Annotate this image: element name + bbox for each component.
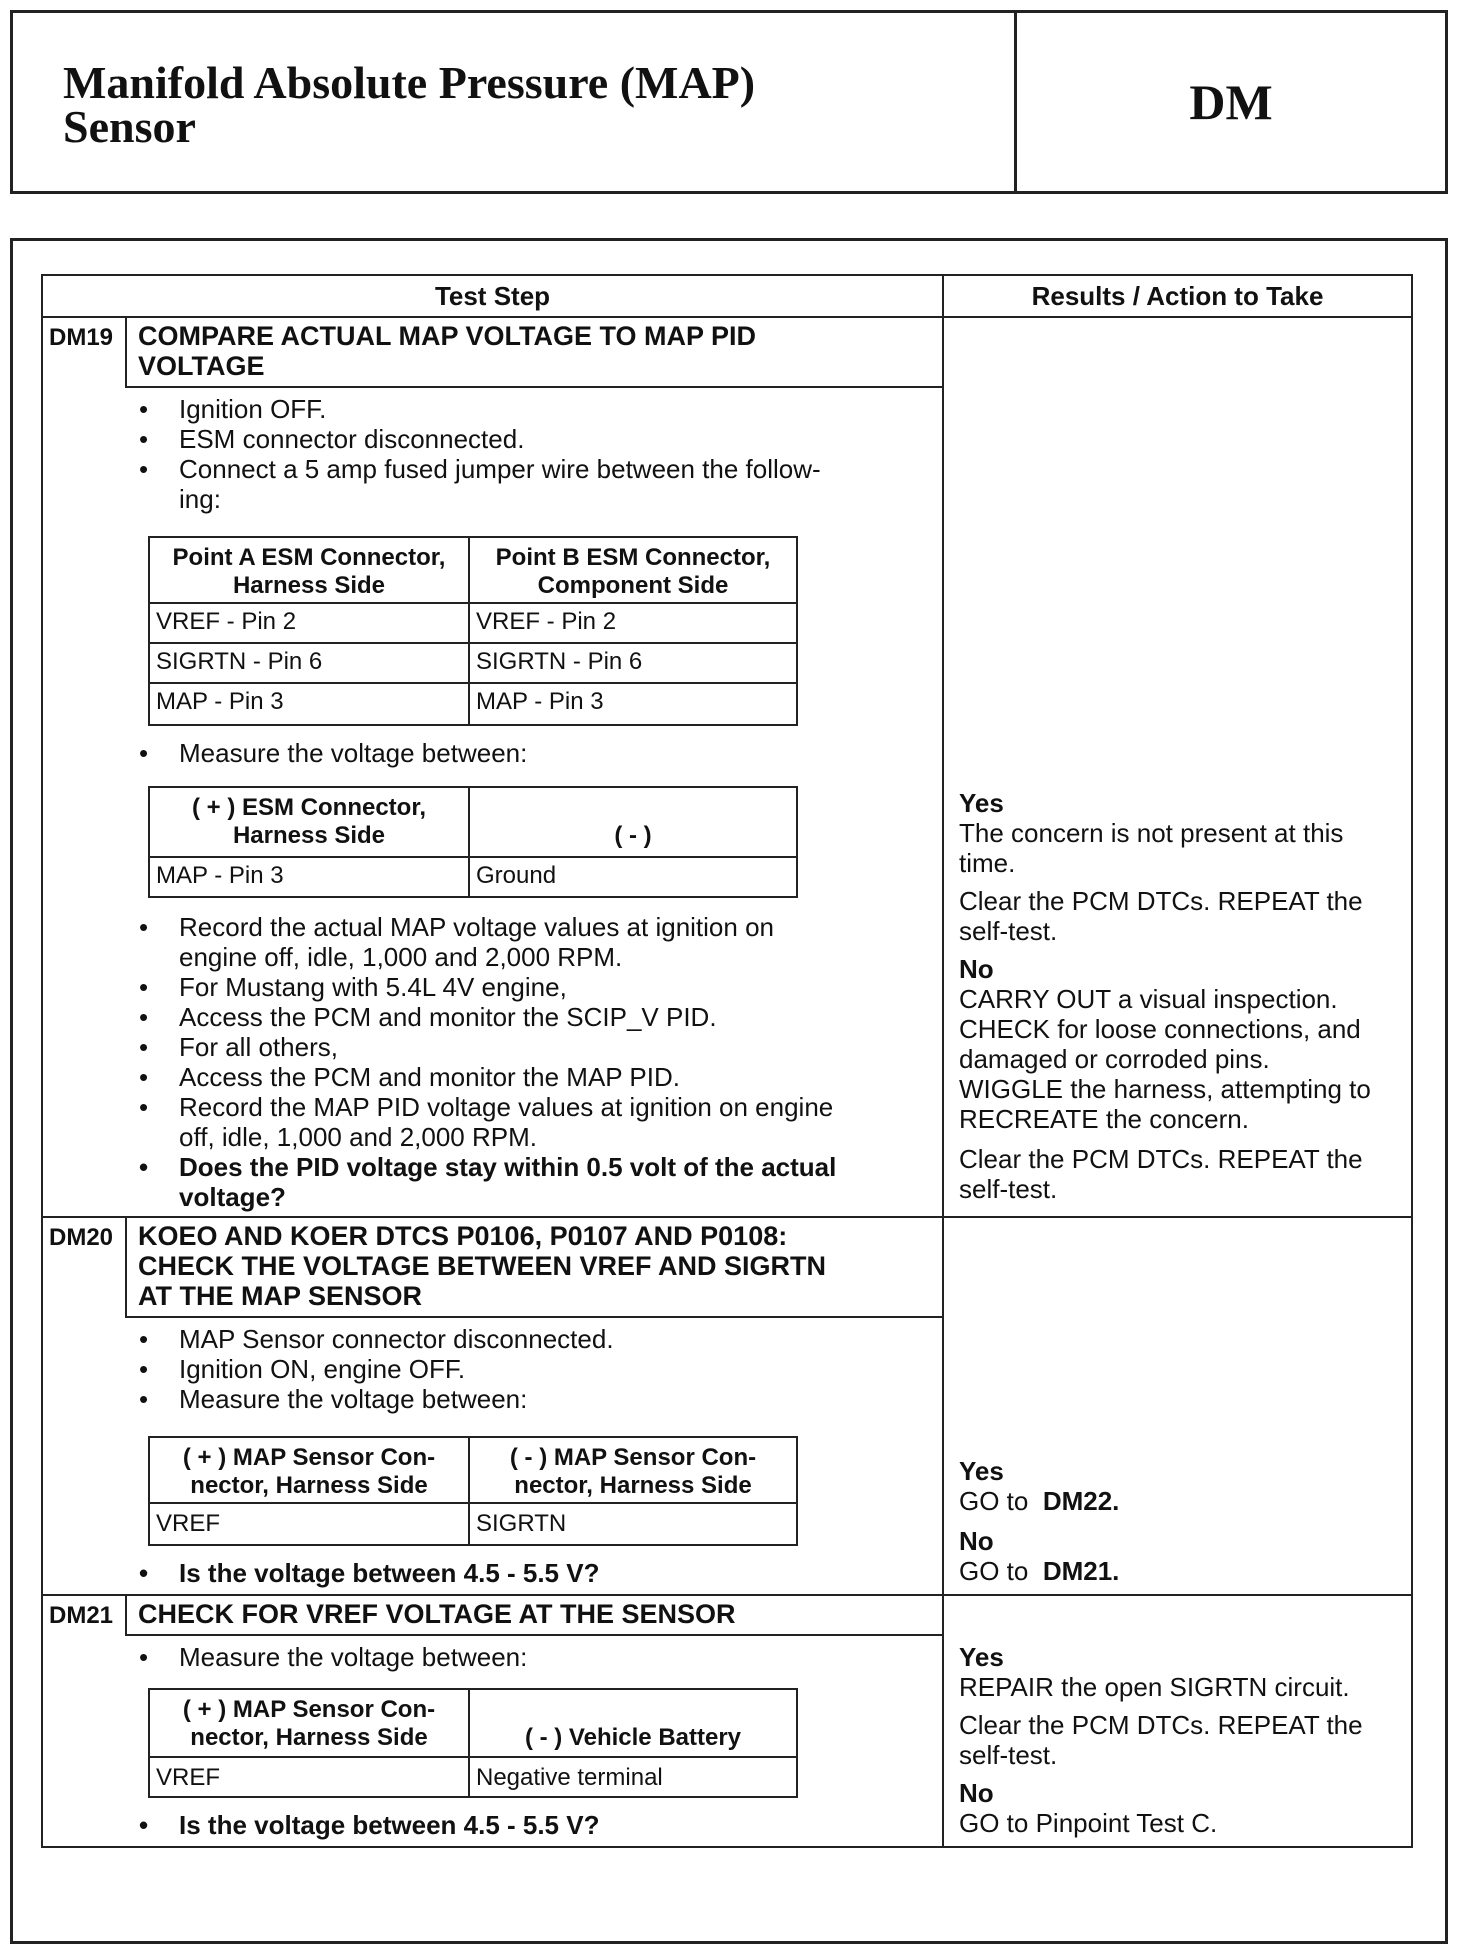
table-cell: Negative terminal xyxy=(476,1764,663,1791)
table-cell: VREF - Pin 2 xyxy=(156,608,297,635)
result-text: REPAIR the open SIGRTN circuit. xyxy=(959,1672,1350,1702)
table-header: ( - ) xyxy=(614,822,652,849)
result-text: CHECK for loose connections, and xyxy=(959,1014,1361,1044)
table-header: ( + ) ESM Connector, Harness Side xyxy=(191,794,427,849)
result-yes-label: Yes xyxy=(959,1456,1004,1486)
step-id-dm20: DM20 xyxy=(49,1224,114,1251)
step-title-dm20 xyxy=(138,1221,826,1311)
result-text: self-test. xyxy=(959,916,1058,946)
table-header: ( - ) Vehicle Battery xyxy=(524,1724,742,1751)
col-header-test-step: Test Step xyxy=(434,280,551,311)
dm20-id-divider xyxy=(125,1216,127,1316)
result-text: WIGGLE the harness, attempting to xyxy=(959,1074,1371,1104)
table-cell: Ground xyxy=(476,862,557,889)
title-line-2: Sensor xyxy=(63,101,196,152)
table-header: ( - ) MAP Sensor Con- nector, Harness Side xyxy=(509,1444,757,1499)
dm20-title-rule xyxy=(125,1316,942,1318)
table-header: ( + ) MAP Sensor Con- nector, Harness Side xyxy=(182,1444,436,1499)
table-cell: VREF xyxy=(156,1764,221,1791)
table-header: Point A ESM Connector, Harness Side xyxy=(172,544,446,599)
page-title xyxy=(63,57,756,152)
page-header xyxy=(10,10,1448,194)
table-header: Point B ESM Connector, Component Side xyxy=(495,544,771,599)
table-cell: SIGRTN xyxy=(476,1510,567,1537)
dm19-id-divider xyxy=(125,316,127,386)
result-no-label: No xyxy=(959,1778,994,1808)
result-text: self-test. xyxy=(959,1740,1058,1770)
result-text: self-test. xyxy=(959,1174,1058,1204)
result-text: Clear the PCM DTCs. REPEAT the xyxy=(959,1144,1363,1174)
result-link-dm22[interactable]: GO to DM22. xyxy=(959,1486,1120,1516)
result-text: GO to Pinpoint Test C. xyxy=(959,1808,1218,1838)
table-header: ( + ) MAP Sensor Con- nector, Harness Side xyxy=(182,1696,436,1751)
measure-table xyxy=(148,786,798,898)
table-cell: SIGRTN - Pin 6 xyxy=(476,648,643,675)
column-divider xyxy=(942,276,944,1846)
dm21-id-divider xyxy=(125,1594,127,1634)
result-yes-label: Yes xyxy=(959,788,1004,818)
title-line: COMPARE ACTUAL MAP VOLTAGE TO MAP PID xyxy=(138,321,757,351)
jumper-table xyxy=(148,536,798,726)
section-code: DM xyxy=(1189,74,1273,130)
title-line: CHECK THE VOLTAGE BETWEEN VREF AND SIGRTN xyxy=(138,1251,827,1281)
result-text: CARRY OUT a visual inspection. xyxy=(959,984,1338,1014)
dm19-end-rule xyxy=(43,1216,1411,1218)
result-text: Clear the PCM DTCs. REPEAT the xyxy=(959,1710,1363,1740)
title-line: KOEO AND KOER DTCS P0106, P0107 AND P0108: xyxy=(138,1221,788,1251)
table-cell: MAP - Pin 3 xyxy=(156,862,284,889)
result-text: The concern is not present at this xyxy=(959,818,1344,848)
step-id-dm19: DM19 xyxy=(49,324,114,351)
table-cell: MAP - Pin 3 xyxy=(476,688,604,715)
step-title-dm21: CHECK FOR VREF VOLTAGE AT THE SENSOR xyxy=(138,1599,736,1629)
result-link-dm21[interactable]: GO to DM21. xyxy=(959,1556,1120,1586)
dm19-title-rule xyxy=(125,386,942,388)
table-cell: SIGRTN - Pin 6 xyxy=(156,648,323,675)
test-table: Test Step Results / Action to Take DM19 COMPARE ACTUAL MAP VOLTAGE TO MAP PID VOLTAGE • Ignition OFF. • ESM connector disconnected. • Connect a 5 amp fused jumper wire between the follow- ing: Point A ESM Connector, Harness Side Point B ESM Connector, Component Side VREF - Pin 2 VREF - Pin 2 SIGRTN - Pin 6 SIGRTN - Pin 6 MAP - Pin 3 MAP - Pin 3 • Measure the voltage between: ( + ) ESM Connector, Harness Side ( - ) MAP - Pin 3 Ground • Record the actual MAP voltage values at ignition on engine off, idle, 1,000 and 2,000 RPM. • For Mustang with 5.4L 4V engine, • Access the PCM and monitor the SCIP_V PID. • For all others, • Access the PCM and monitor the MAP PID. • Record the MAP PID voltage values at ignition on engine off, idle, 1,000 and 2,000 RPM. • Does the PID voltage stay within 0.5 volt of the actual voltage? Yes The concern is not present at this time. Clear the PCM DTCs. REPEAT the self-test. No CARRY OUT a visual inspection. CHECK for loose connections, and damaged or corroded pins. WIGGLE the harness, attempting to RECREATE the concern. Clear the PCM DTCs. REPEAT the self-test. DM20 KOEO AND KOER DTCS P0106, P0107 AND P0108: CHECK THE VOLTAGE BETWEEN VREF AND SIGRTN AT THE MAP SENSOR • MAP Sensor connector disconnected. • Ignition ON, engine OFF. • Measure the voltage between: ( + ) MAP Sensor Con- nector, Harness Side ( - ) MAP Sensor Con- nector, Harness Side VREF SIGRTN • Is the voltage between 4.5 - 5.5 V? Yes GO to DM22. No GO to DM21. DM21 CHECK FOR VREF VOLTAGE AT THE SENSOR • Measure the voltage between: ( + ) MAP Sensor Con- nector, Harness Side ( - ) Vehicle Battery VREF Negative terminal • Is the voltage between 4.5 - 5.5 V? Yes REPAIR the open SIGRTN circuit. Clear the PCM DTCs. REPEAT the self-test. No GO to Pinpoint Test C. xyxy=(41,274,1413,1848)
dm21-title-rule xyxy=(125,1634,942,1636)
step-title-dm19 xyxy=(138,321,756,381)
measure-table xyxy=(148,1688,798,1798)
title-line: AT THE MAP SENSOR xyxy=(138,1281,423,1311)
result-text: Clear the PCM DTCs. REPEAT the xyxy=(959,886,1363,916)
measure-table xyxy=(148,1436,798,1546)
result-no-label: No xyxy=(959,1526,994,1556)
col-header-results: Results / Action to Take xyxy=(1031,280,1324,311)
table-cell: VREF - Pin 2 xyxy=(476,608,617,635)
dm20-end-rule xyxy=(43,1594,1411,1596)
table-cell: MAP - Pin 3 xyxy=(156,688,284,715)
result-text: RECREATE the concern. xyxy=(959,1104,1249,1134)
step-id-dm21: DM21 xyxy=(49,1602,114,1629)
result-yes-label: Yes xyxy=(959,1642,1004,1672)
title-line-1: Manifold Absolute Pressure (MAP) xyxy=(63,57,756,108)
result-text: damaged or corroded pins. xyxy=(959,1044,1270,1074)
result-text: time. xyxy=(959,848,1016,878)
table-cell: VREF xyxy=(156,1510,221,1537)
title-line: VOLTAGE xyxy=(138,351,265,381)
result-no-label: No xyxy=(959,954,994,984)
header-rule xyxy=(43,316,1411,318)
